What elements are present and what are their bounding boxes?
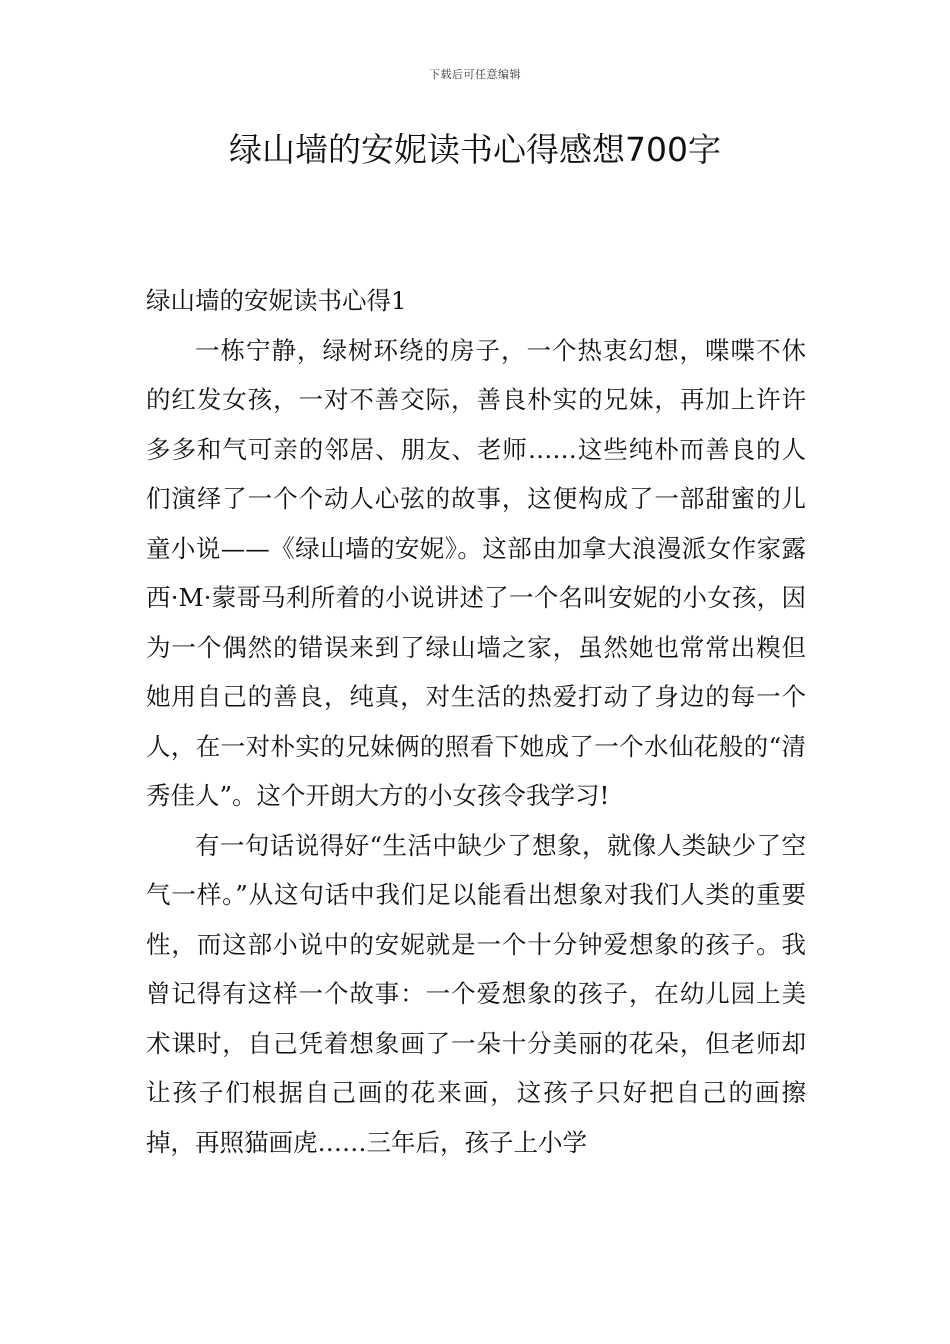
section-heading: 绿山墙的安妮读书心得1	[146, 286, 407, 315]
header-note: 下载后可任意编辑	[429, 68, 521, 81]
document-title: 绿山墙的安妮读书心得感想700字	[229, 130, 721, 169]
document-body	[146, 276, 806, 1167]
paragraph-2: 有一句话说得好“生活中缺少了想象，就像人类缺少了空气一样。”从这句话中我们足以能看出想象对我们人类的重要性，而这部小说中的安妮就是一个十分钟爱想象的孩子。我曾记得有这样一个故事：一个爱想象的孩子，在幼儿园上美术课时，自己凭着想象画了一朵十分美丽的花朵，但老师却让孩子们根据自己画的花来画，这孩子只好把自己的画擦掉，再照猫画虎……三年后，孩子上小学	[146, 830, 806, 1157]
paragraph-1: 一栋宁静，绿树环绕的房子，一个热衷幻想，喋喋不休的红发女孩，一对不善交际，善良朴实的兄妹，再加上许许多多和气可亲的邻居、朋友、老师……这些纯朴而善良的人们演绎了一个个动人心弦的故事，这便构成了一部甜蜜的儿童小说——《绿山墙的安妮》。这部由加拿大浪漫派女作家露西·M·蒙哥马利所着的小说讲述了一个名叫安妮的小女孩，因为一个偶然的错误来到了绿山墙之家，虽然她也常常出糗但她用自己的善良，纯真，对生活的热爱打动了身边的每一个人，在一对朴实的兄妹俩的照看下她成了一个水仙花般的“清秀佳人”。这个开朗大方的小女孩令我学习!	[146, 335, 806, 810]
